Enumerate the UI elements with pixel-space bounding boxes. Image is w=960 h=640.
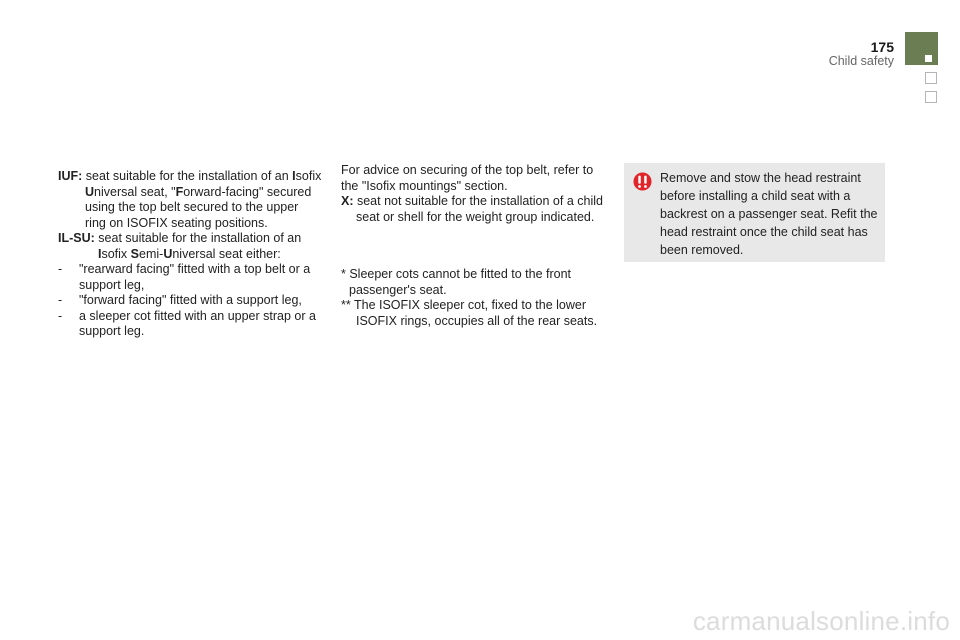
bullet-dash: - — [58, 262, 63, 276]
ilsu-continuation — [58, 247, 333, 263]
bullet-text: a sleeper cot fitted with an upper strap or a support leg. — [79, 308, 316, 338]
isofix-initial: I — [292, 169, 296, 183]
footnotes — [341, 267, 611, 329]
footer-watermark[interactable]: carmanualsonline.info — [692, 606, 950, 636]
bullet-dash: - — [58, 293, 63, 307]
iuf-text: ring on ISOFIX seating positions. — [85, 215, 268, 230]
iuf-text: orward-facing" secured — [183, 184, 312, 199]
list-item — [58, 309, 333, 340]
ilsu-definition — [58, 231, 333, 247]
iuf-text: using the top belt secured to the upper — [85, 200, 299, 214]
tab-marker-icon — [925, 55, 932, 62]
warning-box — [624, 163, 885, 262]
x-definition — [341, 194, 611, 225]
semi-initial: S — [130, 246, 140, 261]
universal-initial: U — [85, 184, 95, 199]
page-number: 175 — [870, 39, 894, 55]
warning-text: Remove and stow the head restraint before installing a child seat with a backrest on a passenger seat. Refit the head restraint once the child seat has been removed. — [660, 171, 878, 257]
middle-column — [341, 163, 611, 329]
footnote: ISOFIX rings, occupies all of the rear seats. — [356, 313, 598, 328]
forward-initial: F — [175, 184, 184, 199]
bullet-text: "forward facing" fitted with a support leg, — [79, 293, 302, 307]
page-header — [829, 40, 894, 69]
iuf-term: IUF: — [58, 169, 83, 183]
iuf-definition — [58, 169, 333, 185]
left-column — [58, 169, 333, 340]
footnote: passenger's seat. — [349, 282, 447, 297]
warning-icon — [633, 172, 652, 191]
universal-initial: U — [163, 246, 173, 261]
x-term: X: — [341, 194, 354, 208]
footnote: ** The ISOFIX sleeper cot, fixed to the lower — [341, 298, 587, 312]
ilsu-text: sofix — [101, 246, 131, 261]
footnote: * Sleeper cots cannot be fitted to the front — [341, 267, 572, 281]
iuf-continuation — [58, 185, 333, 232]
ilsu-text: niversal seat either: — [172, 246, 281, 261]
x-text: seat not suitable for the installation of a child — [353, 194, 603, 208]
bullet-text: "rearward facing" fitted with a top belt or a support leg, — [79, 262, 311, 292]
iuf-text: seat suitable for the installation of an — [82, 169, 293, 183]
section-title: Child safety — [828, 54, 894, 68]
iuf-text: sofix — [295, 169, 322, 183]
ilsu-term: IL-SU: — [58, 231, 95, 245]
isofix-initial: I — [98, 246, 102, 261]
ilsu-text: seat suitable for the installation of an — [94, 231, 302, 245]
section-tab-empty — [925, 72, 937, 84]
advice-paragraph: For advice on securing of the top belt, refer to the "Isofix mountings" section. — [341, 163, 594, 193]
x-text: seat or shell for the weight group indicated. — [356, 209, 595, 224]
section-tab-empty — [925, 91, 937, 103]
list-item — [58, 293, 333, 309]
iuf-text: niversal seat, " — [94, 184, 176, 199]
bullet-dash: - — [58, 308, 63, 323]
list-item — [58, 262, 333, 293]
ilsu-text: emi- — [139, 246, 164, 261]
section-tab-active — [905, 32, 938, 65]
